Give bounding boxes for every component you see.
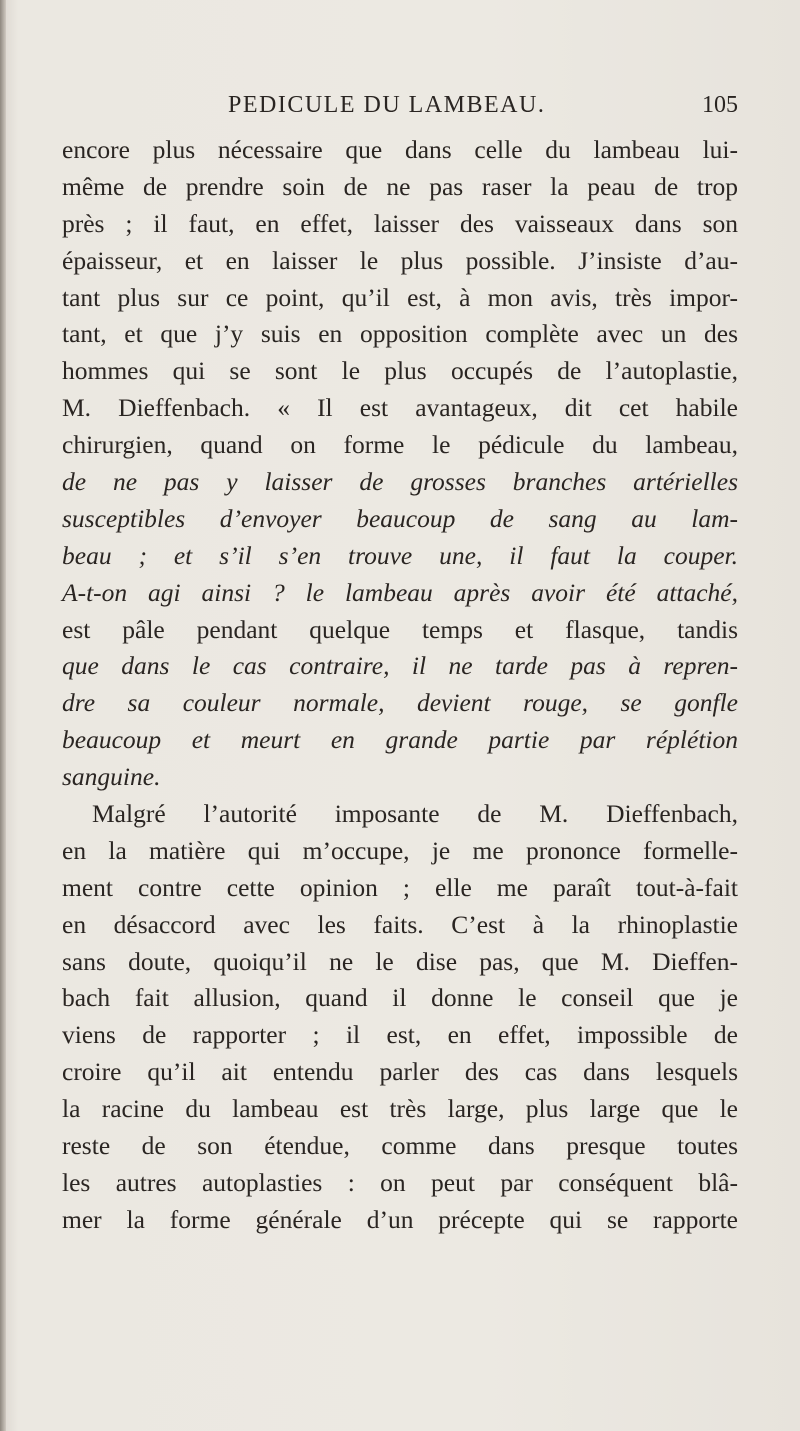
text-line: en la matière qui m’occupe, je me prononce formelle- — [62, 835, 738, 865]
text-line: sans doute, quoiqu’il ne le dise pas, que M. Dieffen- — [62, 946, 738, 976]
text-line: mer la forme générale d’un précepte qui se rapporte — [62, 1204, 738, 1234]
text-line: encore plus nécessaire que dans celle du lambeau lui- — [62, 135, 738, 164]
page-gutter — [0, 0, 6, 1431]
text-line: même de prendre soin de ne pas raser la peau de trop — [62, 171, 738, 201]
text-line: Malgré l’autorité imposante de M. Dieffenbach, — [92, 799, 738, 829]
text-line: beau ; et s’il s’en trouve une, il faut la couper. — [62, 540, 738, 570]
text-line: tant plus sur ce point, qu’il est, à mon avis, très impor- — [62, 282, 738, 312]
text-line: bach fait allusion, quand il donne le conseil que je — [62, 983, 738, 1013]
text-line: est pâle pendant quelque temps et flasque, tandis — [62, 614, 738, 644]
text-line: tant, et que j’y suis en opposition complète avec un des — [62, 319, 738, 349]
text-line: dre sa couleur normale, devient rouge, se gonfle — [62, 688, 738, 718]
text-line: croire qu’il ait entendu parler des cas dans lesquels — [62, 1057, 738, 1087]
text-line: M. Dieffenbach. « Il est avantageux, dit cet habile — [62, 393, 738, 423]
text-line: susceptibles d’envoyer beaucoup de sang au lam- — [62, 503, 738, 533]
text-line: chirurgien, quand on forme le pédicule du lambeau, — [62, 430, 738, 460]
running-head: PEDICULE DU LAMBEAU. — [228, 92, 546, 118]
text-line: que dans le cas contraire, il ne tarde pas à repren- — [62, 651, 738, 681]
text-line: les autres autoplasties : on peut par conséquent blâ- — [62, 1167, 738, 1197]
text-line: la racine du lambeau est très large, plus large que le — [62, 1094, 738, 1124]
text-line: beaucoup et meurt en grande partie par réplétion — [62, 725, 738, 755]
text-line: ment contre cette opinion ; elle me paraît tout-à-fait — [62, 872, 738, 902]
text-line: épaisseur, et en laisser le plus possible. J’insiste d’au- — [62, 245, 738, 275]
text-line: A-t-on agi ainsi ? le lambeau après avoir été attaché, — [62, 577, 738, 607]
text-line: de ne pas y laisser de grosses branches artérielles — [62, 467, 738, 497]
body-text — [62, 132, 738, 1239]
text-line: près ; il faut, en effet, laisser des vaisseaux dans son — [62, 208, 738, 238]
text-line: reste de son étendue, comme dans presque toutes — [62, 1131, 738, 1161]
page-number: 105 — [702, 92, 738, 118]
text-line: en désaccord avec les faits. C’est à la rhinoplastie — [62, 909, 738, 939]
text-line: viens de rapporter ; il est, en effet, impossible de — [62, 1020, 738, 1050]
page-header — [228, 92, 738, 126]
text-line: sanguine. — [62, 762, 161, 792]
text-line: hommes qui se sont le plus occupés de l’autoplastie, — [62, 356, 738, 386]
